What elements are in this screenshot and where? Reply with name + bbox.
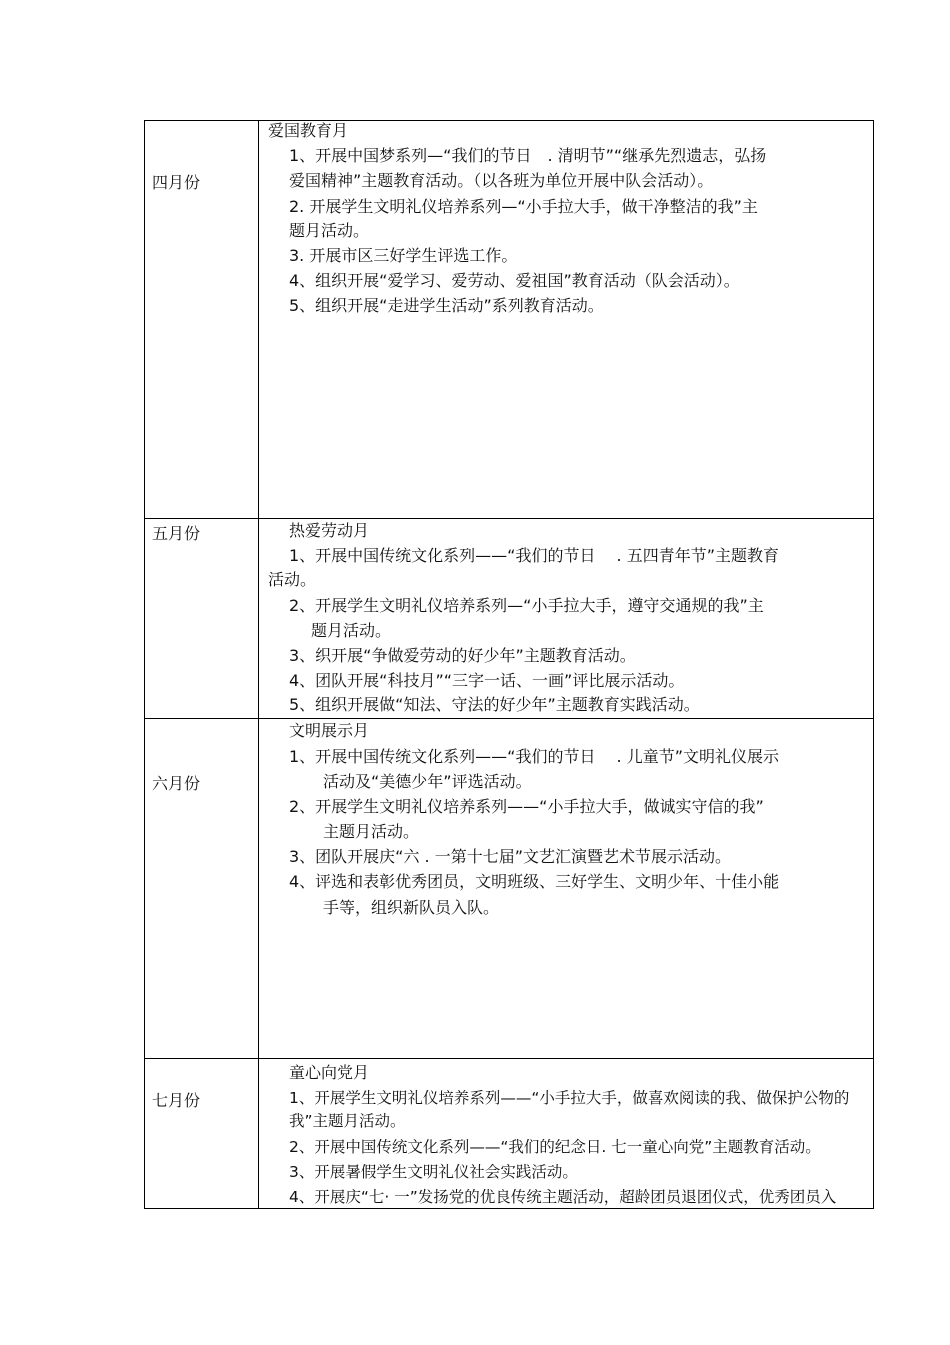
row-divider bbox=[144, 718, 874, 719]
activity-line: 4、开展庆“七· 一”发扬党的优良传统主题活动，超龄团员退团仪式，优秀团员入 bbox=[289, 1188, 837, 1206]
month-label: 五月份 bbox=[152, 524, 201, 543]
month-label: 七月份 bbox=[152, 1091, 201, 1110]
activity-line: 3. 开展市区三好学生评选工作。 bbox=[289, 246, 518, 265]
activity-line: 1、开展中国梦系列—“我们的节日 . 清明节”“继承先烈遗志，弘扬 bbox=[289, 146, 767, 165]
row-title: 热爱劳动月 bbox=[289, 521, 370, 540]
activity-line: 1、开展中国传统文化系列——“我们的节日 . 儿童节”文明礼仪展示 bbox=[289, 747, 780, 766]
activity-line: 活动及“美德少年”评选活动。 bbox=[323, 772, 532, 791]
activity-line: 2、开展中国传统文化系列——“我们的纪念日. 七一童心向党”主题教育活动。 bbox=[289, 1138, 821, 1156]
table-column-divider bbox=[258, 120, 259, 1208]
activity-line: 3、开展暑假学生文明礼仪社会实践活动。 bbox=[289, 1163, 578, 1181]
row-title: 爱国教育月 bbox=[268, 121, 349, 140]
activity-line: 题月活动。 bbox=[311, 621, 392, 640]
activity-line: 3、团队开展庆“六 . 一第十七届”文艺汇演暨艺术节展示活动。 bbox=[289, 847, 732, 866]
month-label: 六月份 bbox=[152, 774, 201, 793]
table-bottom-border bbox=[144, 1208, 874, 1209]
activity-line: 活动。 bbox=[268, 570, 317, 589]
activity-line: 主题月活动。 bbox=[323, 822, 420, 841]
row-divider bbox=[144, 518, 874, 519]
activity-line: 1、开展中国传统文化系列——“我们的节日 . 五四青年节”主题教育 bbox=[289, 546, 780, 565]
activity-line: 2、开展学生文明礼仪培养系列—“小手拉大手，遵守交通规的我”主 bbox=[289, 596, 764, 615]
activity-line: 题月活动。 bbox=[289, 221, 370, 240]
row-title: 文明展示月 bbox=[289, 721, 370, 740]
activity-line: 4、组织开展“爱学习、爱劳动、爱祖国”教育活动（队会活动）。 bbox=[289, 271, 740, 290]
activity-line: 1、开展学生文明礼仪培养系列——“小手拉大手，做喜欢阅读的我、做保护公物的 bbox=[289, 1089, 850, 1107]
activity-line: 3、织开展“争做爱劳动的好少年”主题教育活动。 bbox=[289, 646, 636, 665]
activity-line: 4、团队开展“科技月”“三字一话、一画”评比展示活动。 bbox=[289, 671, 685, 690]
activity-line: 手等，组织新队员入队。 bbox=[323, 898, 500, 917]
activity-line: 我”主题月活动。 bbox=[289, 1112, 406, 1130]
table-right-border bbox=[873, 120, 874, 1208]
row-title: 童心向党月 bbox=[289, 1063, 370, 1082]
row-divider bbox=[144, 1058, 874, 1059]
activity-line: 爱国精神”主题教育活动。（以各班为单位开展中队会活动）。 bbox=[289, 171, 714, 190]
table-left-border bbox=[144, 120, 145, 1208]
activity-line: 2. 开展学生文明礼仪培养系列—“小手拉大手，做干净整洁的我”主 bbox=[289, 197, 758, 216]
month-label: 四月份 bbox=[152, 173, 201, 192]
activity-line: 2、开展学生文明礼仪培养系列——“小手拉大手，做诚实守信的我” bbox=[289, 797, 764, 816]
table-top-border bbox=[144, 120, 874, 121]
activity-line: 4、评选和表彰优秀团员，文明班级、三好学生、文明少年、十佳小能 bbox=[289, 872, 780, 891]
activity-line: 5、组织开展做“知法、守法的好少年”主题教育实践活动。 bbox=[289, 695, 700, 714]
activity-line: 5、组织开展“走进学生活动”系列教育活动。 bbox=[289, 296, 604, 315]
